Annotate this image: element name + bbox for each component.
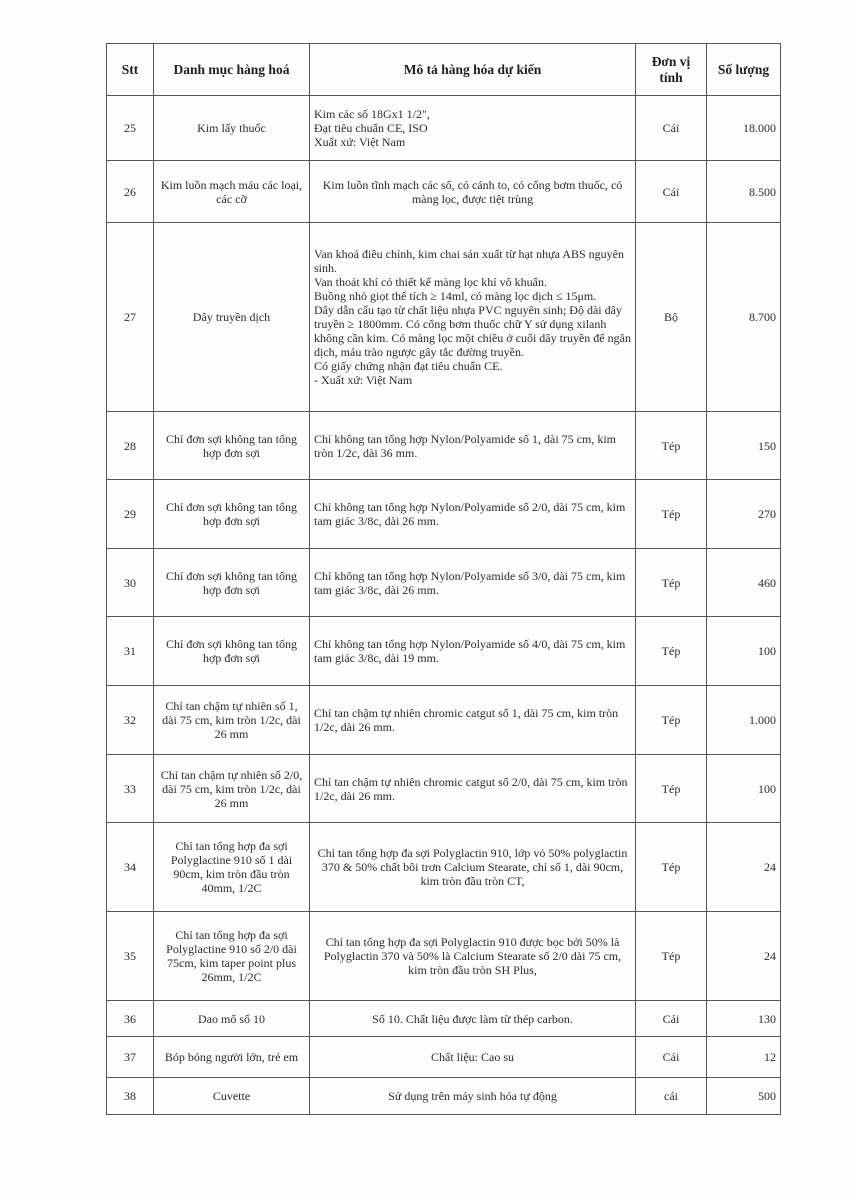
- row-description: Chỉ không tan tổng hợp Nylon/Polyamide số 3/0, dài 75 cm, kim tam giác 3/8c, dài 26 mm.: [310, 549, 636, 617]
- row-stt: 31: [107, 617, 154, 686]
- row-quantity: 24: [707, 823, 781, 912]
- row-stt: 38: [107, 1078, 154, 1115]
- row-quantity: 18.000: [707, 96, 781, 161]
- table-row: [107, 1078, 781, 1115]
- row-item-name: Dây truyền dịch: [154, 223, 310, 412]
- row-unit: Tép: [636, 617, 707, 686]
- row-description: Chỉ không tan tổng hợp Nylon/Polyamide số 4/0, dài 75 cm, kim tam giác 3/8c, dài 19 mm.: [310, 617, 636, 686]
- row-stt: 26: [107, 161, 154, 223]
- row-stt: 28: [107, 412, 154, 480]
- table-row: [107, 823, 781, 912]
- row-unit: Cái: [636, 1001, 707, 1037]
- row-description: Kim luồn tĩnh mạch các số, có cánh to, có cổng bơm thuốc, có màng lọc, được tiệt trùng: [310, 161, 636, 223]
- row-quantity: 24: [707, 912, 781, 1001]
- row-item-name: Chỉ đơn sợi không tan tổng hợp đơn sợi: [154, 549, 310, 617]
- table-row: [107, 549, 781, 617]
- row-item-name: Bóp bóng người lớn, trẻ em: [154, 1037, 310, 1078]
- row-description: Chỉ tan chậm tự nhiên chromic catgut số 1, dài 75 cm, kim tròn 1/2c, dài 26 mm.: [310, 686, 636, 755]
- table-row: [107, 912, 781, 1001]
- table-row: [107, 1037, 781, 1078]
- row-quantity: 130: [707, 1001, 781, 1037]
- table-row: [107, 161, 781, 223]
- header-quantity: Số lượng: [707, 44, 781, 96]
- table-row: [107, 755, 781, 823]
- row-stt: 35: [107, 912, 154, 1001]
- row-quantity: 8.700: [707, 223, 781, 412]
- row-description: Chỉ tan tổng hợp đa sợi Polyglactin 910 được bọc bởi 50% là Polyglactin 370 và 50% là Calcium Stearate số 2/0 dài 75 cm, kim tròn đầu tròn SH Plus,: [310, 912, 636, 1001]
- row-item-name: Chỉ tan tổng hợp đa sợi Polyglactine 910 số 2/0 dài 75cm, kim taper point plus 26mm, 1/2C: [154, 912, 310, 1001]
- header-unit: Đơn vị tính: [636, 44, 707, 96]
- row-item-name: Chỉ tan chậm tự nhiên số 1, dài 75 cm, kim tròn 1/2c, dài 26 mm: [154, 686, 310, 755]
- table-row: [107, 686, 781, 755]
- row-unit: Tép: [636, 412, 707, 480]
- row-unit: Tép: [636, 686, 707, 755]
- row-description: Van khoá điều chỉnh, kim chai sản xuất từ hạt nhựa ABS nguyên sinh. Van thoát khí có thiết kế màng lọc khí vô khuẩn. Buồng nhỏ giọt thể tích ≥ 14ml, có màng lọc dịch ≤ 15μm. Dây dẫn cấu tạo từ chất liệu nhựa PVC nguyên sinh; Độ dài dây truyền ≥ 1800mm. Có cổng bơm thuốc chữ Y sử dụng xilanh không cần kim. Có màng lọc một chiều ở cuối dây truyền để ngăn dịch, máu trào ngược gây tắc đường truyền. Có giấy chứng nhận đạt tiêu chuẩn CE. - Xuất xứ: Việt Nam: [310, 223, 636, 412]
- row-quantity: 1.000: [707, 686, 781, 755]
- row-item-name: Chỉ đơn sợi không tan tổng hợp đơn sợi: [154, 412, 310, 480]
- row-quantity: 100: [707, 755, 781, 823]
- row-quantity: 150: [707, 412, 781, 480]
- table-row: [107, 412, 781, 480]
- row-unit: Tép: [636, 480, 707, 549]
- row-unit: cái: [636, 1078, 707, 1115]
- header-category: Danh mục hàng hoá: [154, 44, 310, 96]
- row-stt: 27: [107, 223, 154, 412]
- row-stt: 37: [107, 1037, 154, 1078]
- row-description: Sử dụng trên máy sinh hóa tự động: [310, 1078, 636, 1115]
- row-description: Chất liệu: Cao su: [310, 1037, 636, 1078]
- row-description: Kim các số 18Gx1 1/2", Đạt tiêu chuẩn CE, ISO Xuất xứ: Việt Nam: [310, 96, 636, 161]
- row-stt: 34: [107, 823, 154, 912]
- row-quantity: 500: [707, 1078, 781, 1115]
- row-stt: 25: [107, 96, 154, 161]
- row-quantity: 12: [707, 1037, 781, 1078]
- row-description: Chỉ tan chậm tự nhiên chromic catgut số 2/0, dài 75 cm, kim tròn 1/2c, dài 26 mm.: [310, 755, 636, 823]
- row-description: Số 10. Chất liệu được làm từ thép carbon.: [310, 1001, 636, 1037]
- table-row: [107, 96, 781, 161]
- row-stt: 36: [107, 1001, 154, 1037]
- table-row: [107, 617, 781, 686]
- row-item-name: Chỉ đơn sợi không tan tổng hợp đơn sợi: [154, 480, 310, 549]
- row-quantity: 270: [707, 480, 781, 549]
- row-unit: Cái: [636, 1037, 707, 1078]
- row-quantity: 100: [707, 617, 781, 686]
- row-item-name: Chỉ tan tổng hợp đa sợi Polyglactine 910 số 1 dài 90cm, kim tròn đầu tròn 40mm, 1/2C: [154, 823, 310, 912]
- row-stt: 33: [107, 755, 154, 823]
- row-item-name: Chỉ tan chậm tự nhiên số 2/0, dài 75 cm, kim tròn 1/2c, dài 26 mm: [154, 755, 310, 823]
- row-unit: Cái: [636, 161, 707, 223]
- row-unit: Bộ: [636, 223, 707, 412]
- row-description: Chỉ không tan tổng hợp Nylon/Polyamide số 1, dài 75 cm, kim tròn 1/2c, dài 36 mm.: [310, 412, 636, 480]
- row-stt: 29: [107, 480, 154, 549]
- row-item-name: Chỉ đơn sợi không tan tổng hợp đơn sợi: [154, 617, 310, 686]
- header-stt: Stt: [107, 44, 154, 96]
- row-stt: 32: [107, 686, 154, 755]
- table-body: [107, 96, 781, 1115]
- row-description: Chỉ tan tổng hợp đa sợi Polyglactin 910, lớp vỏ 50% polyglactin 370 & 50% chất bôi trơn Calcium Stearate, chỉ số 1, dài 90cm, kim tròn đầu tròn CT,: [310, 823, 636, 912]
- row-item-name: Kim luồn mạch máu các loại, các cỡ: [154, 161, 310, 223]
- row-item-name: Dao mổ số 10: [154, 1001, 310, 1037]
- row-item-name: Cuvette: [154, 1078, 310, 1115]
- table-row: [107, 1001, 781, 1037]
- table-row: [107, 480, 781, 549]
- header-description: Mô tả hàng hóa dự kiến: [310, 44, 636, 96]
- row-stt: 30: [107, 549, 154, 617]
- row-unit: Tép: [636, 755, 707, 823]
- row-unit: Cái: [636, 96, 707, 161]
- table-header-row: [107, 44, 781, 96]
- row-unit: Tép: [636, 912, 707, 1001]
- row-unit: Tép: [636, 549, 707, 617]
- goods-table: [106, 43, 781, 1115]
- row-description: Chỉ không tan tổng hợp Nylon/Polyamide số 2/0, dài 75 cm, kim tam giác 3/8c, dài 26 mm.: [310, 480, 636, 549]
- row-item-name: Kim lấy thuốc: [154, 96, 310, 161]
- row-quantity: 8.500: [707, 161, 781, 223]
- row-unit: Tép: [636, 823, 707, 912]
- table-row: [107, 223, 781, 412]
- row-quantity: 460: [707, 549, 781, 617]
